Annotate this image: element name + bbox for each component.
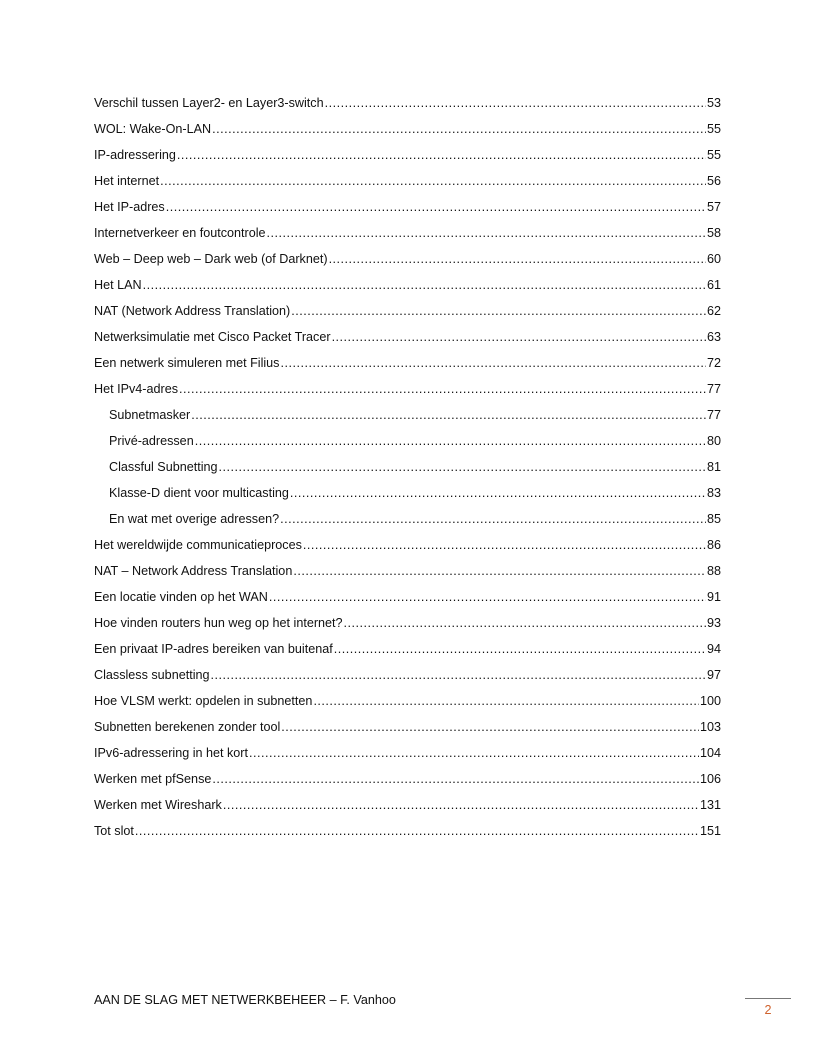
toc-entry[interactable] xyxy=(94,119,721,145)
toc-dot-leader xyxy=(219,457,706,477)
toc-entry[interactable] xyxy=(94,509,721,535)
toc-entry-title: Hoe VLSM werkt: opdelen in subnetten xyxy=(94,694,313,708)
toc-dot-leader xyxy=(179,379,706,399)
toc-entry[interactable] xyxy=(94,275,721,301)
toc-entry-title: Een netwerk simuleren met Filius xyxy=(94,356,280,370)
footer-document-title: AAN DE SLAG MET NETWERKBEHEER – F. Vanhoo xyxy=(94,993,396,1007)
toc-dot-leader xyxy=(280,353,706,373)
toc-dot-leader xyxy=(143,275,706,295)
toc-entry-page-number: 58 xyxy=(706,226,721,240)
toc-entry-title: Een locatie vinden op het WAN xyxy=(94,590,268,604)
toc-dot-leader xyxy=(212,769,699,789)
toc-entry[interactable] xyxy=(94,145,721,171)
toc-entry-title: IP-adressering xyxy=(94,148,176,162)
toc-entry-page-number: 55 xyxy=(706,122,721,136)
toc-entry-page-number: 100 xyxy=(699,694,721,708)
toc-entry-page-number: 94 xyxy=(706,642,721,656)
toc-entry-title: Het IPv4-adres xyxy=(94,382,178,396)
toc-entry-title: NAT – Network Address Translation xyxy=(94,564,293,578)
toc-entry-title: Subnetmasker xyxy=(109,408,191,422)
toc-entry-page-number: 77 xyxy=(706,408,721,422)
toc-entry-title: Verschil tussen Layer2- en Layer3-switch xyxy=(94,96,324,110)
toc-entry-title: Classless subnetting xyxy=(94,668,210,682)
toc-dot-leader xyxy=(249,743,699,763)
toc-dot-leader xyxy=(211,665,706,685)
toc-entry-title: En wat met overige adressen? xyxy=(109,512,280,526)
toc-entry-title: Privé-adressen xyxy=(109,434,194,448)
toc-entry-page-number: 55 xyxy=(706,148,721,162)
toc-dot-leader xyxy=(291,301,706,321)
toc-entry-title: Classful Subnetting xyxy=(109,460,218,474)
toc-entry-page-number: 131 xyxy=(699,798,721,812)
toc-entry-title: Klasse-D dient voor multicasting xyxy=(109,486,289,500)
toc-entry[interactable] xyxy=(94,405,721,431)
toc-entry-title: Werken met Wireshark xyxy=(94,798,222,812)
toc-entry-page-number: 106 xyxy=(699,772,721,786)
toc-entry-title: Internetverkeer en foutcontrole xyxy=(94,226,266,240)
toc-entry-title: Het internet xyxy=(94,174,160,188)
toc-dot-leader xyxy=(290,483,706,503)
toc-entry[interactable] xyxy=(94,171,721,197)
toc-entry[interactable] xyxy=(94,93,721,119)
toc-entry[interactable] xyxy=(94,665,721,691)
toc-entry-title: NAT (Network Address Translation) xyxy=(94,304,291,318)
toc-dot-leader xyxy=(166,197,706,217)
toc-entry-title: Hoe vinden routers hun weg op het internet? xyxy=(94,616,343,630)
toc-entry-title: IPv6-adressering in het kort xyxy=(94,746,248,760)
toc-entry-page-number: 80 xyxy=(706,434,721,448)
toc-dot-leader xyxy=(267,223,706,243)
toc-entry-page-number: 97 xyxy=(706,668,721,682)
toc-entry-page-number: 77 xyxy=(706,382,721,396)
footer-page-number: 2 xyxy=(764,1003,772,1017)
toc-entry[interactable] xyxy=(94,691,721,717)
toc-entry[interactable] xyxy=(94,353,721,379)
toc-entry-title: Het wereldwijde communicatieproces xyxy=(94,538,302,552)
toc-dot-leader xyxy=(160,171,706,191)
toc-entry-page-number: 91 xyxy=(706,590,721,604)
toc-entry-page-number: 56 xyxy=(706,174,721,188)
toc-dot-leader xyxy=(135,821,699,841)
toc-entry-title: Een privaat IP-adres bereiken van buitenaf xyxy=(94,642,333,656)
toc-entry[interactable] xyxy=(94,535,721,561)
toc-dot-leader xyxy=(280,509,706,529)
toc-entry[interactable] xyxy=(94,639,721,665)
toc-entry-title: WOL: Wake-On-LAN xyxy=(94,122,212,136)
toc-dot-leader xyxy=(269,587,706,607)
toc-dot-leader xyxy=(195,431,706,451)
toc-dot-leader xyxy=(281,717,699,737)
toc-entry-page-number: 62 xyxy=(706,304,721,318)
toc-entry-page-number: 72 xyxy=(706,356,721,370)
toc-dot-leader xyxy=(177,145,706,165)
toc-dot-leader xyxy=(325,93,706,113)
toc-entry-page-number: 88 xyxy=(706,564,721,578)
toc-entry-page-number: 104 xyxy=(699,746,721,760)
toc-entry-page-number: 53 xyxy=(706,96,721,110)
toc-entry[interactable] xyxy=(94,561,721,587)
toc-entry-page-number: 103 xyxy=(699,720,721,734)
toc-entry-page-number: 61 xyxy=(706,278,721,292)
toc-entry[interactable] xyxy=(94,587,721,613)
toc-entry-page-number: 86 xyxy=(706,538,721,552)
toc-dot-leader xyxy=(303,535,706,555)
toc-entry[interactable] xyxy=(94,717,721,743)
toc-dot-leader xyxy=(334,639,706,659)
toc-entry-title: Het LAN xyxy=(94,278,142,292)
toc-entry-page-number: 60 xyxy=(706,252,721,266)
toc-entry-page-number: 83 xyxy=(706,486,721,500)
table-of-contents xyxy=(94,93,721,847)
toc-entry[interactable] xyxy=(94,431,721,457)
toc-entry[interactable] xyxy=(94,197,721,223)
toc-entry-page-number: 57 xyxy=(706,200,721,214)
toc-dot-leader xyxy=(223,795,699,815)
toc-entry[interactable] xyxy=(94,249,721,275)
toc-entry[interactable] xyxy=(94,301,721,327)
toc-entry-title: Werken met pfSense xyxy=(94,772,212,786)
toc-entry[interactable] xyxy=(94,483,721,509)
toc-entry-title: Tot slot xyxy=(94,824,134,838)
toc-dot-leader xyxy=(293,561,706,581)
toc-dot-leader xyxy=(313,691,699,711)
toc-entry-title: Netwerksimulatie met Cisco Packet Tracer xyxy=(94,330,331,344)
toc-entry[interactable] xyxy=(94,795,721,821)
toc-entry[interactable] xyxy=(94,457,721,483)
toc-entry-page-number: 85 xyxy=(706,512,721,526)
toc-entry[interactable] xyxy=(94,821,721,847)
toc-dot-leader xyxy=(212,119,706,139)
toc-entry[interactable] xyxy=(94,327,721,353)
toc-dot-leader xyxy=(332,327,706,347)
toc-dot-leader xyxy=(191,405,706,425)
toc-entry-title: Het IP-adres xyxy=(94,200,165,214)
toc-entry-page-number: 93 xyxy=(706,616,721,630)
toc-entry-page-number: 63 xyxy=(706,330,721,344)
toc-entry[interactable] xyxy=(94,769,721,795)
toc-entry[interactable] xyxy=(94,743,721,769)
toc-entry[interactable] xyxy=(94,379,721,405)
toc-entry-page-number: 81 xyxy=(706,460,721,474)
toc-dot-leader xyxy=(329,249,706,269)
toc-entry-title: Subnetten berekenen zonder tool xyxy=(94,720,281,734)
toc-entry-title: Web – Deep web – Dark web (of Darknet) xyxy=(94,252,328,266)
toc-dot-leader xyxy=(344,613,706,633)
toc-entry[interactable] xyxy=(94,223,721,249)
toc-entry[interactable] xyxy=(94,613,721,639)
footer-divider xyxy=(745,998,791,999)
toc-entry-page-number: 151 xyxy=(699,824,721,838)
